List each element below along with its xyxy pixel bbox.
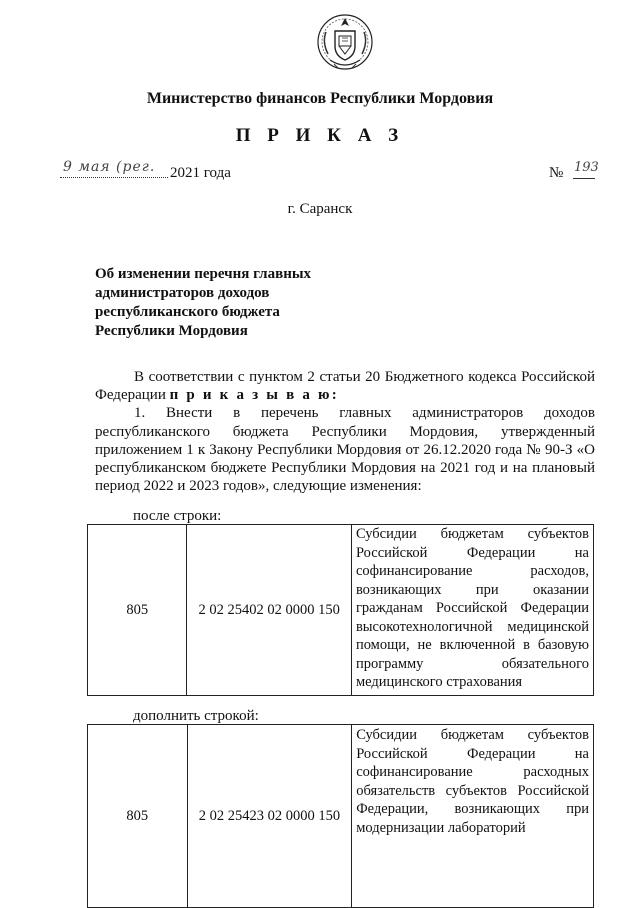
description-cell: Субсидии бюджетам субъектов Российской Федерации на софинансирование расходов, возникающих при оказании гражданам Российской Федерации высокотехнологичной медицинской помощи, не включенной в базовую программу обязательного медицинского страхования — [351, 525, 593, 696]
table-row — [88, 725, 594, 908]
heading-line: администраторов доходов — [95, 285, 270, 301]
intro-paragraph — [95, 368, 595, 404]
description-cell: Субсидии бюджетам субъектов Российской Федерации на софинансирование расходных обязательств субъектов Российской Федерации, возникающих при модернизации лабораторий — [352, 725, 594, 908]
date-underline — [60, 177, 168, 178]
city: г. Саранск — [287, 201, 353, 217]
number-label: № — [549, 165, 564, 181]
heading-line: Республики Мордовия — [95, 323, 248, 339]
order-heading — [95, 265, 355, 341]
admin-code-cell: 805 — [88, 725, 188, 908]
coat-of-arms-emblem — [316, 12, 374, 74]
table-after-row — [87, 524, 594, 696]
kbk-cell: 2 02 25402 02 0000 150 — [187, 525, 351, 696]
admin-code-cell: 805 — [88, 525, 187, 696]
orders-phrase: п р и к а з ы в а ю: — [169, 387, 339, 404]
add-row-label: дополнить строкой: — [133, 708, 259, 724]
table-row — [88, 525, 594, 696]
kbk-cell: 2 02 25423 02 0000 150 — [187, 725, 352, 908]
handwritten-date: 9 мая (рег. — [63, 159, 156, 175]
document-title: П Р И К А З — [235, 125, 405, 146]
date-year: 2021 года — [170, 165, 231, 181]
handwritten-number: 193 — [574, 160, 599, 175]
number-underline — [573, 178, 595, 179]
table-add-row — [87, 724, 594, 908]
ministry-name: Министерство финансов Республики Мордовия — [146, 90, 494, 107]
order-body — [95, 368, 595, 495]
heading-line: Об изменении перечня главных — [95, 266, 312, 282]
intro-text: В соответствии с пунктом 2 статьи 20 Бюджетного кодекса Российской Федерации — [95, 369, 595, 404]
after-row-label: после строки: — [133, 508, 222, 524]
heading-line: республиканского бюджета — [95, 304, 280, 320]
item-1-paragraph: 1. Внести в перечень главных администраторов доходов республиканского бюджета Республики Мордовия, утвержденный приложением 1 к Закону Республики Мордовия от 26.12.2020 года № 90-З «О республиканском бюджете Республики Мордовия на 2021 год и на плановый период 2022 и 2023 годов», следующие изменения: — [95, 405, 595, 495]
